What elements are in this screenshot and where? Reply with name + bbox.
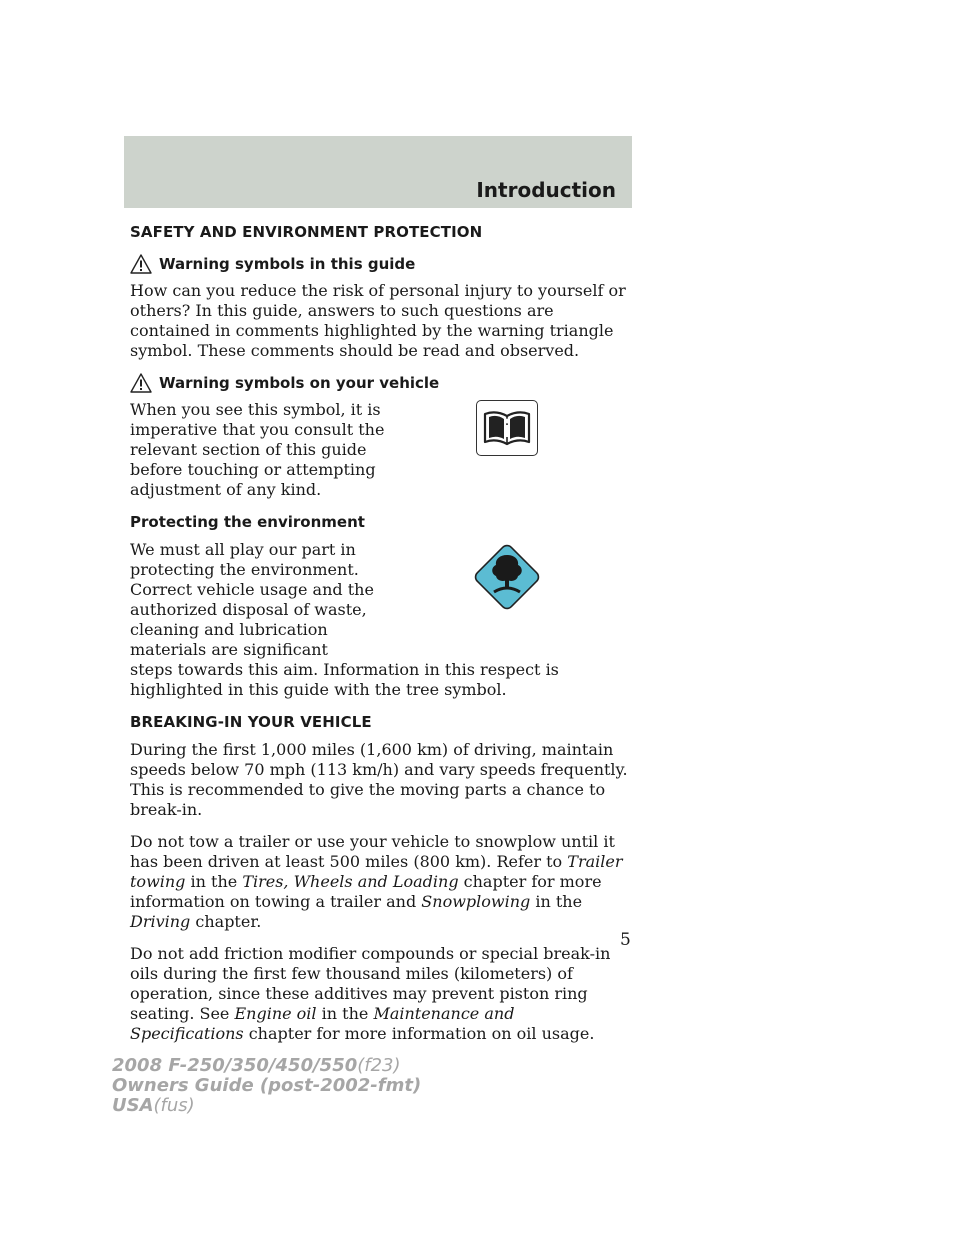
text-span: in the bbox=[316, 1004, 374, 1023]
footer-line-1 bbox=[112, 1056, 421, 1076]
warning-triangle-icon bbox=[130, 373, 152, 393]
header-band bbox=[124, 136, 632, 208]
breakin-heading: BREAKING-IN YOUR VEHICLE bbox=[130, 713, 372, 731]
tree-icon bbox=[470, 540, 544, 614]
guide-warning-heading: Warning symbols in this guide bbox=[159, 255, 416, 273]
footer-model-code: (f23) bbox=[357, 1055, 401, 1076]
text-span: Do not tow a trailer or use your vehicle to snowplow until it has been driven at least 500 miles (800 km). Refer to bbox=[130, 832, 615, 871]
vehicle-warning-block bbox=[130, 400, 630, 500]
breakin-paragraph-3 bbox=[130, 944, 630, 1044]
breakin-paragraph-2 bbox=[130, 832, 630, 932]
text-span: in the bbox=[185, 872, 243, 891]
document-footer bbox=[112, 1056, 421, 1116]
xref-trailer-towing: Trailer towing bbox=[130, 852, 623, 891]
text-span: chapter. bbox=[190, 912, 262, 931]
xref-engine-oil: Engine oil bbox=[234, 1004, 317, 1023]
footer-line-2: Owners Guide (post-2002-fmt) bbox=[112, 1075, 422, 1096]
vehicle-warning-heading: Warning symbols on your vehicle bbox=[159, 374, 440, 392]
xref-snowplowing: Snowplowing bbox=[421, 892, 531, 911]
text-span: chapter for more information on oil usage. bbox=[243, 1024, 595, 1043]
environment-heading: Protecting the environment bbox=[130, 513, 365, 531]
environment-text-narrow: We must all play our part in protecting the environment. Correct vehicle usage and the authorized disposal of waste, cleaning and lubrication materials are significant bbox=[130, 540, 374, 659]
environment-text-wide: steps towards this aim. Information in this respect is highlighted in this guide with the tree symbol. bbox=[130, 660, 559, 699]
vehicle-warning-text: When you see this symbol, it is imperative that you consult the relevant section of this guide before touching or attempting adjustment of any kind. bbox=[130, 400, 385, 499]
page-number: 5 bbox=[620, 930, 631, 950]
open-book-icon bbox=[482, 408, 532, 448]
manual-book-icon bbox=[476, 400, 538, 456]
footer-market-code: (fus) bbox=[153, 1095, 195, 1116]
breakin-paragraph-1: During the first 1,000 miles (1,600 km) of driving, maintain speeds below 70 mph (113 km/h) and vary speeds frequently. This is recommended to give the moving parts a chance to break-in. bbox=[130, 740, 628, 819]
text-span: in the bbox=[530, 892, 583, 911]
environment-block bbox=[130, 540, 630, 660]
footer-model: 2008 F-250/350/450/550 bbox=[112, 1055, 358, 1076]
safety-heading: SAFETY AND ENVIRONMENT PROTECTION bbox=[130, 223, 483, 241]
guide-warning-text: How can you reduce the risk of personal injury to yourself or others? In this guide, answers to such questions are contained in comments highlighted by the warning triangle symbol. These comments should be read and observed. bbox=[130, 281, 626, 360]
warning-triangle-icon bbox=[130, 254, 152, 274]
guide-warning-heading-row bbox=[130, 254, 630, 274]
xref-driving-chapter: Driving bbox=[130, 912, 191, 931]
footer-line-3 bbox=[112, 1096, 421, 1116]
text-span: Do not add friction modifier compounds or special break-in oils during the first few thousand miles (kilometers) of operation, since these additives may prevent piston ring seating. See bbox=[130, 944, 611, 1023]
footer-market: USA bbox=[112, 1095, 154, 1116]
xref-maintenance-chapter: Maintenance and Specifications bbox=[130, 1004, 515, 1043]
text-span: chapter for more information on towing a trailer and bbox=[130, 872, 602, 911]
page-content bbox=[130, 222, 630, 1056]
page-title: Introduction bbox=[476, 178, 616, 202]
xref-tires-chapter: Tires, Wheels and Loading bbox=[242, 872, 459, 891]
vehicle-warning-heading-row bbox=[130, 373, 630, 393]
